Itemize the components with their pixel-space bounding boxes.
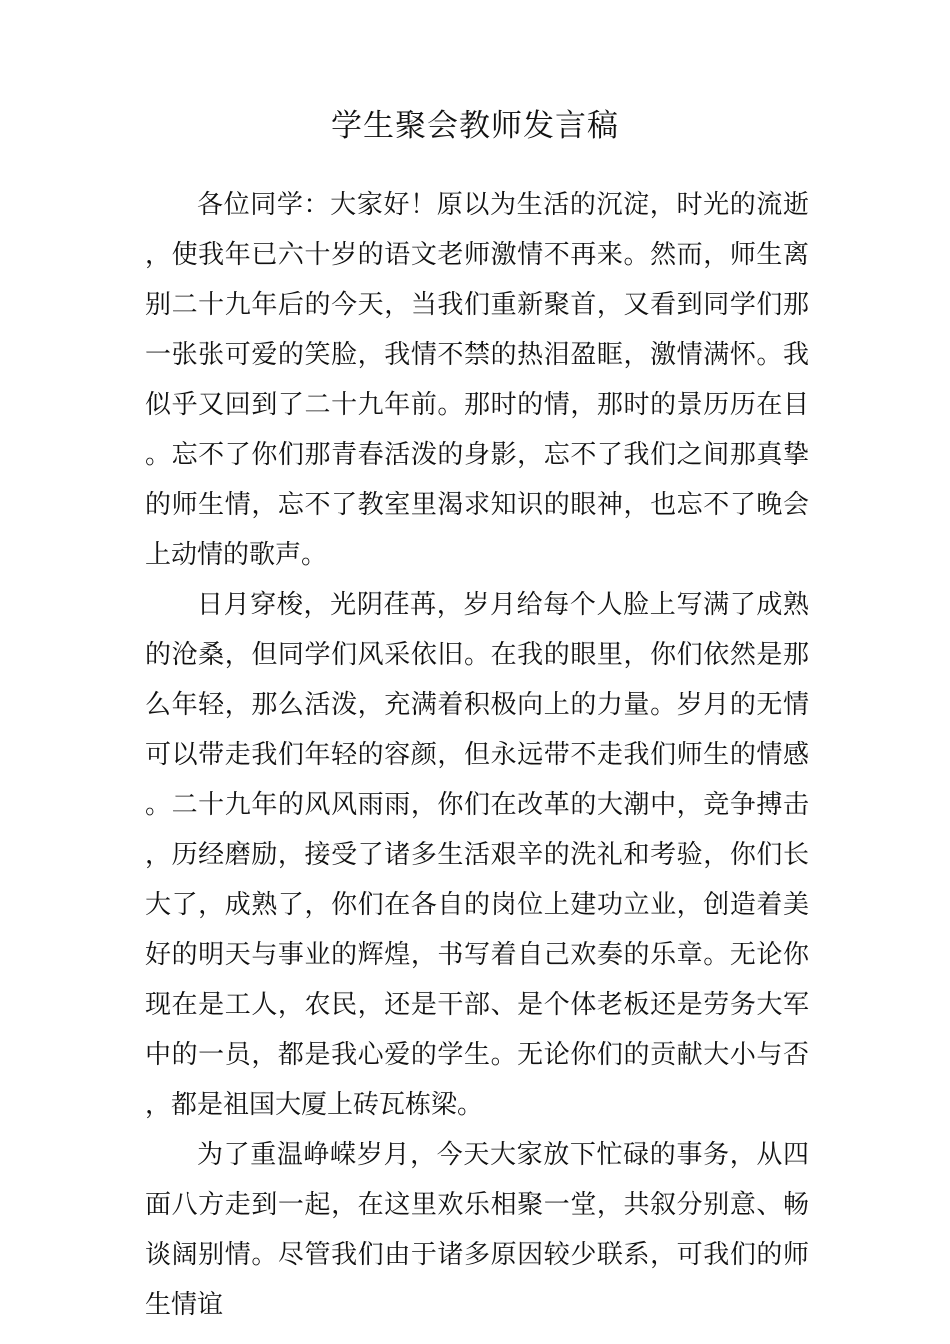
paragraph-2: 日月穿梭，光阴荏苒，岁月给每个人脸上写满了成熟的沧桑，但同学们风采依旧。在我的眼里，你们依然是那么年轻，那么活泼，充满着积极向上的力量。岁月的无情可以带走我们年轻的容颜，但永远带不走我们师生的情感。二十九年的风风雨雨，你们在改革的大潮中，竞争搏击，历经磨励，接受了诸多生活艰辛的洗礼和考验，你们长大了，成熟了，你们在各自的岗位上建功立业，创造着美好的明天与事业的辉煌，书写着自己欢奏的乐章。无论你现在是工人，农民，还是干部、是个体老板还是劳务大军中的一员，都是我心爱的学生。无论你们的贡献大小与否，都是祖国大厦上砖瓦栋梁。 (145, 590, 809, 1120)
document-title: 学生聚会教师发言稿 (331, 108, 619, 144)
paragraph-3: 为了重温峥嵘岁月，今天大家放下忙碌的事务，从四面八方走到一起，在这里欢乐相聚一堂，共叙分别意、畅谈阔别情。尽管我们由于诸多原因较少联系，可我们的师生情谊 (145, 1140, 809, 1320)
paragraph-1: 各位同学：大家好！原以为生活的沉淀，时光的流逝，使我年已六十岁的语文老师激情不再来。然而，师生离别二十九年后的今天，当我们重新聚首，又看到同学们那一张张可爱的笑脸，我情不禁的热泪盈眶，激情满怀。我似乎又回到了二十九年前。那时的情，那时的景历历在目。忘不了你们那青春活泼的身影，忘不了我们之间那真挚的师生情，忘不了教室里渴求知识的眼神，也忘不了晚会上动情的歌声。 (145, 190, 809, 570)
document-body (145, 180, 809, 1330)
